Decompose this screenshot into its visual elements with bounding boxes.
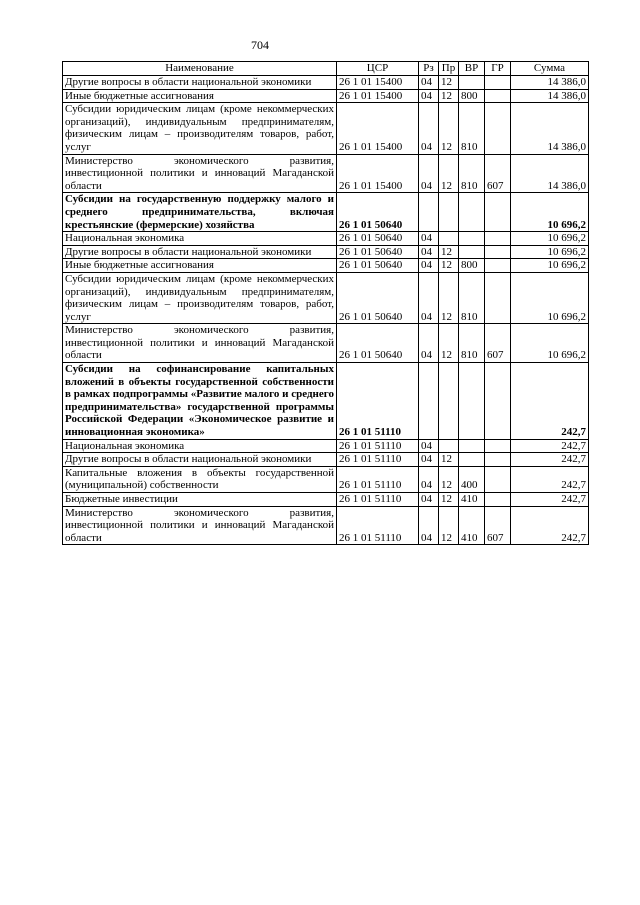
cell-vr: 810 bbox=[459, 154, 485, 193]
cell-vr bbox=[459, 76, 485, 90]
cell-gr bbox=[485, 259, 511, 273]
cell-sum: 14 386,0 bbox=[511, 76, 589, 90]
cell-csr: 26 1 01 50640 bbox=[337, 259, 419, 273]
table-row bbox=[63, 259, 589, 273]
cell-rz: 04 bbox=[419, 245, 439, 259]
cell-vr bbox=[459, 193, 485, 232]
cell-vr bbox=[459, 245, 485, 259]
cell-gr: 607 bbox=[485, 506, 511, 545]
cell-pr: 12 bbox=[439, 245, 459, 259]
cell-gr bbox=[485, 439, 511, 453]
cell-pr: 12 bbox=[439, 154, 459, 193]
cell-csr: 26 1 01 51110 bbox=[337, 439, 419, 453]
cell-sum: 242,7 bbox=[511, 493, 589, 507]
cell-rz: 04 bbox=[419, 466, 439, 492]
cell-name: Другие вопросы в области национальной экономики bbox=[63, 453, 337, 467]
cell-gr bbox=[485, 76, 511, 90]
cell-csr: 26 1 01 50640 bbox=[337, 324, 419, 363]
cell-sum: 14 386,0 bbox=[511, 103, 589, 154]
cell-name: Национальная экономика bbox=[63, 439, 337, 453]
cell-rz: 04 bbox=[419, 493, 439, 507]
cell-name: Другие вопросы в области национальной экономики bbox=[63, 76, 337, 90]
cell-name: Бюджетные инвестиции bbox=[63, 493, 337, 507]
cell-name: Капитальные вложения в объекты государственной (муниципальной) собственности bbox=[63, 466, 337, 492]
cell-sum: 14 386,0 bbox=[511, 154, 589, 193]
cell-sum: 10 696,2 bbox=[511, 232, 589, 246]
cell-sum: 10 696,2 bbox=[511, 324, 589, 363]
header-vr: ВР bbox=[459, 62, 485, 76]
cell-csr: 26 1 01 50640 bbox=[337, 245, 419, 259]
cell-gr bbox=[485, 272, 511, 323]
table-row bbox=[63, 439, 589, 453]
cell-csr: 26 1 01 15400 bbox=[337, 154, 419, 193]
table-row bbox=[63, 76, 589, 90]
cell-rz: 04 bbox=[419, 453, 439, 467]
cell-sum: 242,7 bbox=[511, 453, 589, 467]
table-row bbox=[63, 363, 589, 440]
cell-csr: 26 1 01 50640 bbox=[337, 232, 419, 246]
table-header-row bbox=[63, 62, 589, 76]
header-csr: ЦСР bbox=[337, 62, 419, 76]
cell-gr: 607 bbox=[485, 324, 511, 363]
cell-pr: 12 bbox=[439, 259, 459, 273]
header-name: Наименование bbox=[63, 62, 337, 76]
cell-vr: 800 bbox=[459, 259, 485, 273]
header-gr: ГР bbox=[485, 62, 511, 76]
cell-vr: 410 bbox=[459, 506, 485, 545]
cell-vr: 410 bbox=[459, 493, 485, 507]
table-row bbox=[63, 493, 589, 507]
cell-pr: 12 bbox=[439, 453, 459, 467]
cell-csr: 26 1 01 51110 bbox=[337, 466, 419, 492]
cell-rz bbox=[419, 193, 439, 232]
table-row bbox=[63, 89, 589, 103]
cell-gr bbox=[485, 89, 511, 103]
cell-pr: 12 bbox=[439, 272, 459, 323]
cell-rz: 04 bbox=[419, 439, 439, 453]
cell-vr: 810 bbox=[459, 272, 485, 323]
cell-sum: 14 386,0 bbox=[511, 89, 589, 103]
cell-sum: 242,7 bbox=[511, 439, 589, 453]
cell-sum: 242,7 bbox=[511, 506, 589, 545]
cell-name: Национальная экономика bbox=[63, 232, 337, 246]
cell-gr bbox=[485, 493, 511, 507]
cell-rz: 04 bbox=[419, 76, 439, 90]
cell-name: Иные бюджетные ассигнования bbox=[63, 259, 337, 273]
cell-name: Министерство экономического развития, инвестиционной политики и инноваций Магаданской области bbox=[63, 154, 337, 193]
cell-name: Другие вопросы в области национальной экономики bbox=[63, 245, 337, 259]
table-row bbox=[63, 272, 589, 323]
cell-vr bbox=[459, 363, 485, 440]
cell-gr bbox=[485, 363, 511, 440]
cell-pr: 12 bbox=[439, 324, 459, 363]
cell-pr bbox=[439, 232, 459, 246]
cell-vr: 810 bbox=[459, 103, 485, 154]
table-row bbox=[63, 154, 589, 193]
table-row bbox=[63, 324, 589, 363]
cell-name: Иные бюджетные ассигнования bbox=[63, 89, 337, 103]
cell-rz: 04 bbox=[419, 89, 439, 103]
cell-gr bbox=[485, 453, 511, 467]
cell-pr: 12 bbox=[439, 493, 459, 507]
cell-pr bbox=[439, 439, 459, 453]
cell-rz: 04 bbox=[419, 154, 439, 193]
cell-csr: 26 1 01 15400 bbox=[337, 103, 419, 154]
cell-sum: 242,7 bbox=[511, 363, 589, 440]
cell-sum: 10 696,2 bbox=[511, 259, 589, 273]
cell-pr: 12 bbox=[439, 103, 459, 154]
header-sum: Сумма bbox=[511, 62, 589, 76]
cell-vr: 810 bbox=[459, 324, 485, 363]
table-row bbox=[63, 232, 589, 246]
cell-rz bbox=[419, 363, 439, 440]
table-row bbox=[63, 193, 589, 232]
cell-name: Субсидии на государственную поддержку малого и среднего предпринимательства, включая крестьянские (фермерские) хозяйства bbox=[63, 193, 337, 232]
cell-pr bbox=[439, 363, 459, 440]
cell-gr bbox=[485, 232, 511, 246]
header-rz: Рз bbox=[419, 62, 439, 76]
cell-csr: 26 1 01 15400 bbox=[337, 89, 419, 103]
cell-name: Министерство экономического развития, инвестиционной политики и инноваций Магаданской области bbox=[63, 324, 337, 363]
cell-gr bbox=[485, 245, 511, 259]
cell-pr: 12 bbox=[439, 466, 459, 492]
budget-table bbox=[62, 61, 589, 545]
cell-vr: 800 bbox=[459, 89, 485, 103]
table-row bbox=[63, 245, 589, 259]
cell-pr: 12 bbox=[439, 506, 459, 545]
cell-name: Министерство экономического развития, инвестиционной политики и инноваций Магаданской области bbox=[63, 506, 337, 545]
cell-csr: 26 1 01 50640 bbox=[337, 272, 419, 323]
header-pr: Пр bbox=[439, 62, 459, 76]
cell-pr: 12 bbox=[439, 76, 459, 90]
table-row bbox=[63, 466, 589, 492]
table-row bbox=[63, 506, 589, 545]
cell-rz: 04 bbox=[419, 324, 439, 363]
cell-name: Субсидии юридическим лицам (кроме некоммерческих организаций), индивидуальным предпринимателям, физическим лицам – производителям товаров, работ, услуг bbox=[63, 103, 337, 154]
cell-gr bbox=[485, 466, 511, 492]
cell-sum: 242,7 bbox=[511, 466, 589, 492]
cell-rz: 04 bbox=[419, 272, 439, 323]
cell-sum: 10 696,2 bbox=[511, 272, 589, 323]
cell-gr bbox=[485, 193, 511, 232]
cell-vr bbox=[459, 232, 485, 246]
cell-pr bbox=[439, 193, 459, 232]
cell-sum: 10 696,2 bbox=[511, 245, 589, 259]
cell-vr bbox=[459, 439, 485, 453]
cell-vr: 400 bbox=[459, 466, 485, 492]
page-number: 704 bbox=[251, 38, 269, 52]
cell-name: Субсидии на софинансирование капитальных вложений в объекты государственной собственности в рамках подпрограммы «Развитие малого и среднего предпринимательства» государственной программы Российской Федерации «Экономическое развитие и инновационная экономика» bbox=[63, 363, 337, 440]
table-row bbox=[63, 103, 589, 154]
cell-rz: 04 bbox=[419, 259, 439, 273]
cell-gr: 607 bbox=[485, 154, 511, 193]
cell-csr: 26 1 01 50640 bbox=[337, 193, 419, 232]
cell-csr: 26 1 01 51110 bbox=[337, 453, 419, 467]
cell-name: Субсидии юридическим лицам (кроме некоммерческих организаций), индивидуальным предпринимателям, физическим лицам – производителям товаров, работ, услуг bbox=[63, 272, 337, 323]
table-row bbox=[63, 453, 589, 467]
cell-rz: 04 bbox=[419, 232, 439, 246]
cell-csr: 26 1 01 51110 bbox=[337, 493, 419, 507]
table-body bbox=[63, 76, 589, 545]
cell-csr: 26 1 01 15400 bbox=[337, 76, 419, 90]
cell-csr: 26 1 01 51110 bbox=[337, 363, 419, 440]
cell-rz: 04 bbox=[419, 506, 439, 545]
cell-vr bbox=[459, 453, 485, 467]
cell-sum: 10 696,2 bbox=[511, 193, 589, 232]
cell-rz: 04 bbox=[419, 103, 439, 154]
cell-csr: 26 1 01 51110 bbox=[337, 506, 419, 545]
cell-pr: 12 bbox=[439, 89, 459, 103]
cell-gr bbox=[485, 103, 511, 154]
